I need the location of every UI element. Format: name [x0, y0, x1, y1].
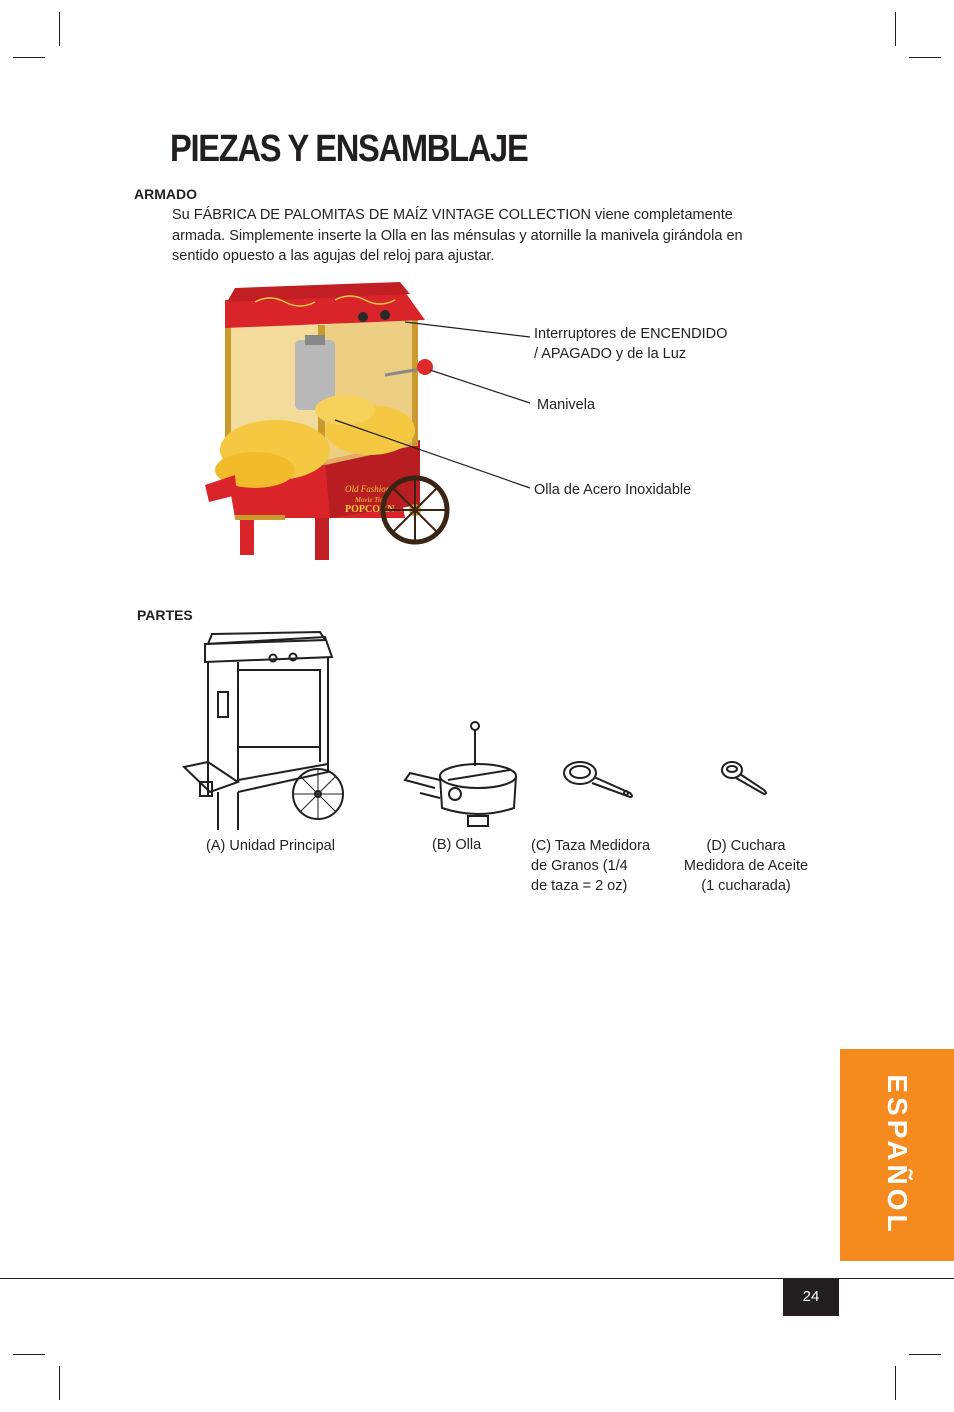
callout-crank: Manivela — [537, 397, 596, 413]
part-d-label-line1: (D) Cuchara — [706, 838, 786, 854]
callout-switches — [534, 324, 727, 364]
callout-switches-line2: / APAGADO y de la Luz — [534, 346, 687, 362]
part-a-label: (A) Unidad Principal — [206, 838, 335, 854]
measuring-spoon-drawing — [718, 758, 773, 798]
cart-sign-line3: POPCORN — [345, 504, 395, 515]
part-d-label-line2: Medidora de Aceite — [683, 858, 809, 874]
part-c-label-line2: de Granos (1/4 — [531, 858, 628, 874]
page-number: 24 — [783, 1278, 839, 1316]
language-tab-label: ESPAÑOL — [882, 1074, 913, 1236]
cart-sign-line1: Old Fashion — [345, 484, 391, 494]
language-tab — [840, 1049, 954, 1261]
cart-sign-line2: Movie Time — [355, 496, 388, 504]
partes-heading: PARTES — [137, 607, 193, 623]
page-title: PIEZAS Y ENSAMBLAJE — [170, 128, 528, 170]
part-d-label — [666, 836, 826, 896]
main-unit-drawing — [180, 632, 350, 832]
part-d-label-line3: (1 cucharada) — [701, 878, 791, 894]
part-c-label-line1: (C) Taza Medidora — [531, 838, 651, 854]
part-c-label-line3: de taza = 2 oz) — [531, 878, 628, 894]
part-b-label: (B) Olla — [432, 837, 482, 853]
callout-switches-line1: Interruptores de ENCENDIDO — [534, 326, 728, 342]
part-c-label — [531, 836, 650, 896]
measuring-cup-drawing — [560, 755, 640, 800]
armado-body-text: Su FÁBRICA DE PALOMITAS DE MAÍZ VINTAGE COLLECTION viene completamente armada. Simplemente inserte la Olla en las ménsulas y atornille la manivela girándola en sentido opuesto a las agujas del reloj para ajustar. — [172, 207, 743, 264]
kettle-drawing — [400, 718, 525, 828]
armado-heading: ARMADO — [134, 186, 197, 202]
callout-kettle: Olla de Acero Inoxidable — [534, 482, 692, 498]
